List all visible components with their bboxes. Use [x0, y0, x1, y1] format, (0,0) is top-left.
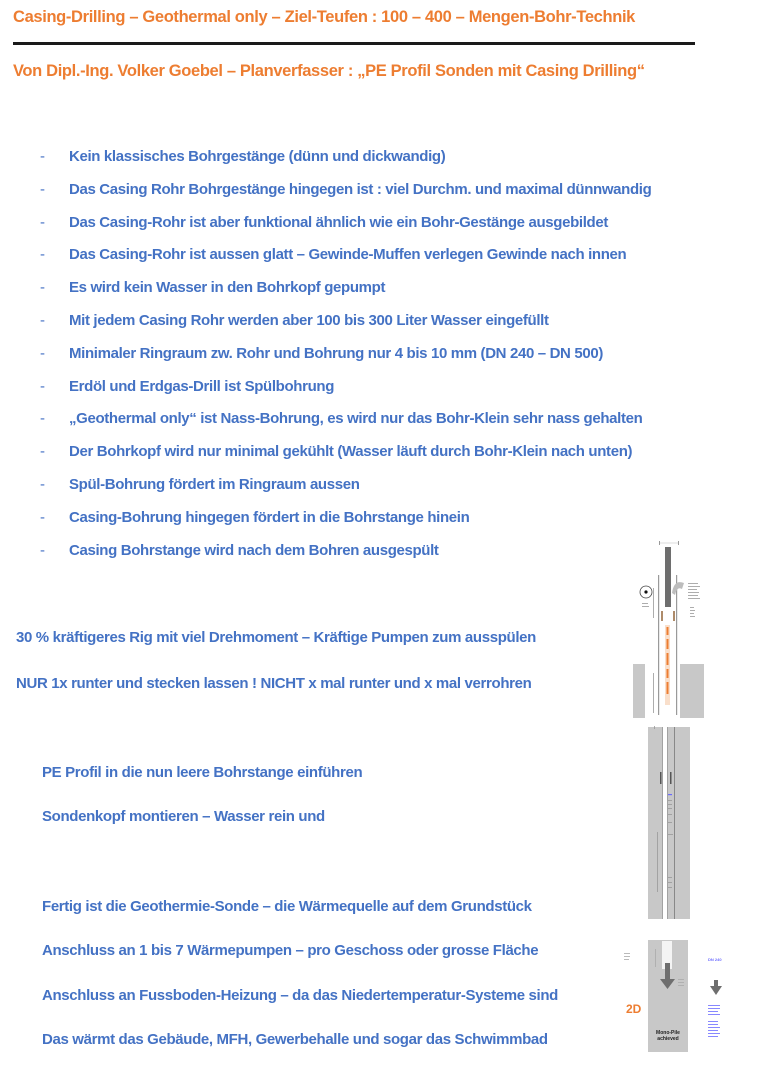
down-arrow-icon	[710, 986, 722, 995]
mono-pile-line-1: Mono-Pile	[656, 1030, 680, 1036]
drill-rod	[665, 547, 671, 607]
casing-top-figure	[628, 533, 710, 718]
bullet-text: „Geothermal only“ ist Nass-Bohrung, es wird nur das Bohr-Klein sehr nass gehalten	[69, 410, 643, 428]
title-divider	[13, 42, 695, 45]
bullet-text: Das Casing-Rohr ist aussen glatt – Gewinde-Muffen verlegen Gewinde nach innen	[69, 246, 627, 264]
bullet-dash: -	[40, 180, 45, 198]
step-item: PE Profil in die nun leere Bohrstange einführen	[42, 764, 363, 781]
bullet-text: Erdöl und Erdgas-Drill ist Spülbohrung	[69, 377, 335, 395]
ground-block	[633, 664, 645, 718]
bullet-dash: -	[40, 213, 45, 231]
bullet-dash: -	[40, 279, 45, 297]
bullet-dash: -	[40, 443, 45, 461]
step-item: Sondenkopf montieren – Wasser rein und	[42, 808, 325, 825]
bullet-dash: -	[40, 148, 45, 165]
casing-drill-diagram-top	[628, 533, 710, 718]
bullet-text: Spül-Bohrung fördert im Ringraum aussen	[69, 476, 360, 493]
flow-arrow-icon	[672, 582, 684, 595]
casing-pipe-figure	[640, 722, 700, 922]
step-item: Fertig ist die Geothermie-Sonde – die Wärmequelle auf dem Grundstück	[42, 898, 532, 915]
bullet-dash: -	[40, 246, 45, 264]
bullet-text: Minimaler Ringraum zw. Rohr und Bohrung nur 4 bis 10 mm (DN 240 – DN 500)	[69, 344, 603, 362]
bullet-dash: -	[40, 344, 45, 362]
bullet-dash: -	[40, 508, 45, 526]
mono-pile-diagram	[610, 935, 758, 1060]
step-item: Das wärmt das Gebäude, MFH, Gewerbehalle und sogar das Schwimmbad	[42, 1031, 548, 1048]
step-item: Anschluss an 1 bis 7 Wärmepumpen – pro Geschoss oder grosse Fläche	[42, 942, 539, 959]
bullet-text: Casing-Bohrung hingegen fördert in die Bohrstange hinein	[69, 508, 470, 526]
bullet-text: Mit jedem Casing Rohr werden aber 100 bis 300 Liter Wasser eingefüllt	[69, 312, 549, 329]
bullet-text: Kein klassisches Bohrgestänge (dünn und dickwandig)	[69, 148, 446, 165]
dn-label: DN 240	[708, 957, 722, 962]
mono-pile-caption	[648, 1030, 688, 1042]
rig-note-1: 30 % kräftigeres Rig mit viel Drehmoment – Kräftige Pumpen zum ausspülen	[16, 629, 536, 646]
bullet-dash: -	[40, 377, 45, 395]
bullet-text: Das Casing-Rohr ist aber funktional ähnlich wie ein Bohr-Gestänge ausgebildet	[69, 213, 608, 231]
rig-note-2: NUR 1x runter und stecken lassen ! NICHT x mal runter und x mal verrohren	[16, 675, 532, 692]
bullet-text: Es wird kein Wasser in den Bohrkopf gepumpt	[69, 279, 386, 297]
bullet-dash: -	[40, 541, 45, 559]
mono-pile-line-2: achieved	[657, 1036, 679, 1042]
bullet-text: Casing Bohrstange wird nach dem Bohren ausgespült	[69, 541, 439, 559]
page-title: Casing-Drilling – Geothermal only – Ziel-Teufen : 100 – 400 – Mengen-Bohr-Technik	[13, 8, 636, 26]
casing-wall-left	[648, 727, 663, 919]
step-item: Anschluss an Fussboden-Heizung – da das Niedertemperatur-Systeme sind	[42, 987, 558, 1004]
casing-pipe-section-diagram	[640, 722, 700, 922]
casing-wall-right	[667, 727, 690, 919]
bullet-dash: -	[40, 312, 45, 329]
bullet-text: Das Casing Rohr Bohrgestänge hingegen ist : viel Durchm. und maximal dünnwandig	[69, 180, 652, 198]
page-subtitle: Von Dipl.-Ing. Volker Goebel – Planverfasser : „PE Profil Sonden mit Casing Drilling“	[13, 62, 645, 80]
label-2d: 2D	[626, 1002, 642, 1016]
bullet-dash: -	[40, 476, 45, 493]
bullet-text: Der Bohrkopf wird nur minimal gekühlt (Wasser läuft durch Bohr-Klein nach unten)	[69, 443, 633, 461]
bullet-dash: -	[40, 410, 45, 428]
